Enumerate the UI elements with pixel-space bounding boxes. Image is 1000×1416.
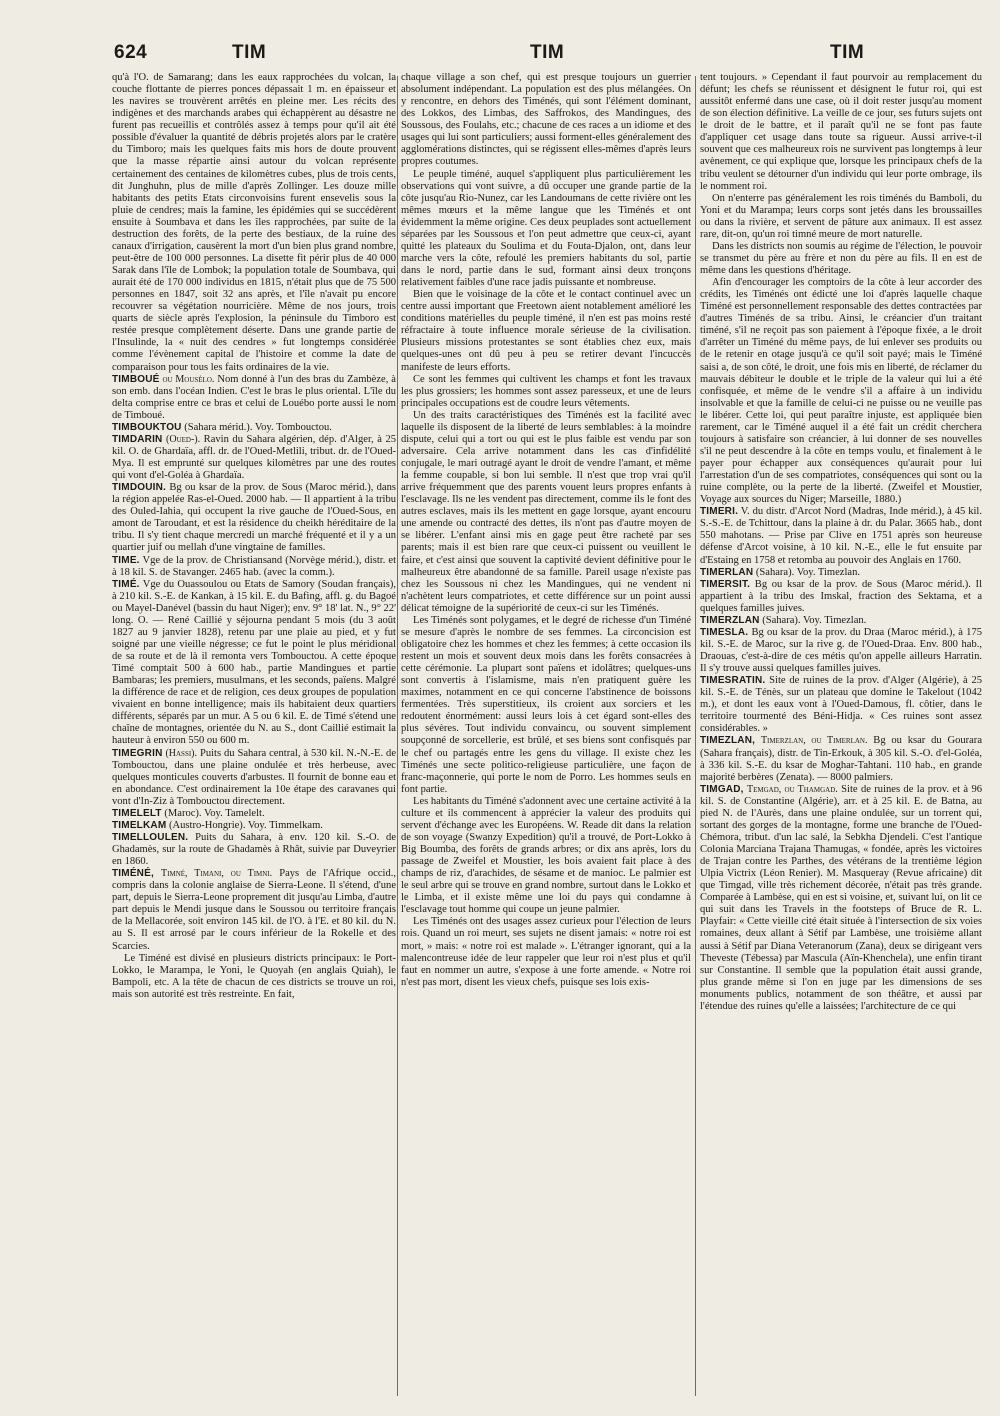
dictionary-entry [700, 615, 982, 627]
dictionary-entry [700, 627, 982, 675]
entry-text: Pays de l'Afrique occid., compris dans la colonie anglaise de Sierra-Leone. Il s'étend, d'une part, depuis le Sierra-Leone proprement dit jusqu'au Limba, d'autre part depuis le Mendi jusque dans le Soussou ou territoire français de la Mellacorée, soit environ 145 kil. de l'O. à l'E. et 80 kil. du N. au S. Il est arrosé par le cours inférieur de la Rokelle et des Scarcies. [112, 868, 396, 952]
dictionary-entry [112, 868, 396, 952]
body-paragraph: Bien que le voisinage de la côte et le contact continuel avec un centre aussi important que Freetown aient notablement amélioré les conditions matérielles du peuple timéné, il n'en est pas moins resté réfractaire à toute influence morale sérieuse de la civilisation. Plusieurs missions protestantes se sont établies chez eux, mais quelques-unes ont dû peu à peu se retirer devant l'incuccès manifeste de leurs efforts. [401, 289, 691, 373]
entry-headword: TIMÉNÉ, [112, 868, 154, 880]
entry-variant-names: (Hassi). [165, 747, 198, 759]
entry-text: Bg ou ksar de la prov. du Draa (Maroc mérid.), à 175 kil. S.-E. de Maroc, sur la rive g. de l'Oued-Draa. Env. 800 hab., Draouas, c'est-à-dire de ces métis qu'on appelle ailleurs Harratin. Il s'y trouve aussi quelques familles juives. [700, 626, 982, 675]
running-head-left: TIM [232, 42, 267, 63]
entry-headword: TIMERZLAN [700, 614, 760, 626]
dictionary-entry [112, 422, 396, 434]
body-paragraph: Ce sont les femmes qui cultivent les champs et font les travaux les plus grossiers; les hommes sont assez paresseux, et une de leurs principales occupations est de coudre leurs vêtements. [401, 373, 691, 409]
text-column-left [112, 72, 396, 1402]
entry-text: (Sahara). Voy. Timezlan. [759, 614, 867, 626]
dictionary-entry [112, 832, 396, 868]
body-paragraph: Dans les districts non soumis au régime de l'élection, le pouvoir se transmet du père au frère et non du père au fils. Il en est de même dans les questions d'héritage. [700, 240, 982, 276]
dictionary-entry [700, 675, 982, 735]
text-column-right [700, 72, 982, 1402]
dictionary-entry [112, 374, 396, 422]
page-number: 624 [114, 42, 148, 63]
dictionary-entry [112, 820, 396, 832]
entry-variant-names: Timerzlan, ou Timerlan. [760, 735, 868, 747]
entry-text: Bg ou ksar du Gourara (Sahara français), distr. de Tin-Erkouk, à 305 kil. S.-O. d'el-Goléa, à 336 kil. S.-E. du ksar de Moghar-Tahtani. 110 hab., en grande majorité berbères (Zenata). — 8000 palmiers. [700, 735, 982, 783]
entry-headword: TIMEGRIN [112, 747, 163, 759]
dictionary-entry [112, 555, 396, 579]
entry-text: Site de ruines de la prov. et à 96 kil. S. de Constantine (Algérie), arr. et à 25 kil. E. de Batna, au pied N. de l'Aurès, dans une plaine ondulée, sur un torrent qui, sortant des gorges de la montagne, forme une branche de l'Oued-Chémora, tribut. d'un lac salé, la Sebkha Djendeli. C'est l'antique Colonia Marciana Trajana Thamugas, « fondée, après les victoires de Trajan contre les Parthes, des vétérans de la trentième légion Ulpia Victrix (Léon Renier). M. Masqueray (Revue africaine) dit que Timgad, ville très richement décorée, n'était pas très grande. Comparée à Lambèse, qui en est si voisine, et, suivant lui, on lit ce qui suit dans les Travels in the footsteps of Bruce de R. L. Playfair: « Cette vieille cité était située à l'intersection de six voies romaines, deux allant à Sétif par Lambèse, une troisième allant aussi à Sétif par Diana Veteranorum (Zana), deux se dirigeant vers Theveste (Tébessa) par Mascula (Aïn-Khenchela), une enfin tirant sur Constantine. Il semble que la population était aussi grande, plus grande même si l'on en juge par les dimensions de ses monuments publics, notamment de son théâtre, et aussi par l'étendue des ruines qu'elle a laissées; l'architecture de ce qui [700, 783, 982, 1012]
body-paragraph: tent toujours. » Cependant il faut pourvoir au remplacement du défunt; les chefs se réunissent et désignent le futur roi, qui est aussitôt enfermé dans une case, où il doit rester jusqu'au moment de son élection définitive. La veille de ce jour, ses futurs sujets ont le droit de le battre, et il paraît qu'il ne se font pas faute d'appliquer cet usage dans toute sa rigueur. Aussi arrive-t-il souvent que ces malheureux rois ne survivent pas longtemps à leur avènement, ce qui explique que, lorsque les principaux chefs de la tribu veulent se détourner d'un individu qui leur porte ombrage, ils le nomment roi. [700, 72, 982, 192]
entry-headword: TIMELKAM [112, 819, 167, 831]
dictionary-entry [700, 784, 982, 1013]
dictionary-entry [112, 579, 396, 748]
running-head-right: TIM [830, 42, 865, 63]
entry-variant-names: ou Mousélo. [162, 373, 215, 385]
dictionary-entry [112, 748, 396, 808]
column-divider [695, 76, 696, 1396]
entry-headword: TIMESLA. [700, 626, 749, 638]
body-paragraph: Les Timénés ont des usages assez curieux pour l'élection de leurs rois. Quand un roi meurt, ses sujets ne disent jamais: « notre roi est mort, » mais: « notre roi est malade ». L'étranger ignorant, qui a la malencontreuse idée de leur rappeler que leur roi n'est plus et qu'il faut en nommer un autre, s'expose à une forte amende. « Notre roi n'est pas mort, disent les vieux chefs, puisque ses lois exis- [401, 916, 691, 988]
entry-text: Puits du Sahara central, à 530 kil. N.-N.-E. de Tombouctou, dans une plaine ondulée et très herbeuse, avec quelques monticules couverts d'arbustes. Il fournit de bonne eau et en abondance. C'est ordinairement la 10e étape des caravanes qui vont d'In-Ziz à Tombouctou directement. [112, 747, 396, 807]
body-paragraph: Le Timéné est divisé en plusieurs districts principaux: le Port-Lokko, le Marampa, le Yoni, le Quoyah (en anglais Quiah), le Bampoli, etc. A la tête de chacun de ces districts se trouve un roi, mais son autorité est très restreinte. En fait, [112, 952, 396, 1000]
entry-text: Site de ruines de la prov. d'Alger (Algérie), à 25 kil. S.-E. de Ténès, sur un plateau que domine le Takelout (1042 m.), et dont les eaux vont à l'Oued-Damous, fl. côtier, dans le territoire tourmenté des Béni-Hidja. « Ces ruines sont assez considérables. » [700, 675, 982, 735]
entry-text: (Sahara). Voy. Timezlan. [753, 566, 860, 578]
entry-text: (Maroc). Voy. Tamelelt. [161, 807, 265, 819]
text-column-middle [401, 72, 691, 1402]
entry-text: Puits du Sahara, à env. 120 kil. S.-O. de Ghadamès, sur la route de Ghadamès à Rhât, suivie par Duveyrier en 1860. [112, 831, 396, 868]
dictionary-entry [700, 579, 982, 615]
entry-text: Nom donné à l'un des bras du Zambèze, à son emb. dans l'océan Indien. C'est le bras le plus oriental. L'île du delta comprise entre ce bras et celui de Louébo porte aussi le nom de Timboué. [112, 373, 396, 421]
entry-variant-names: Temgad, ou Thamgad. [747, 783, 838, 795]
running-head-center: TIM [530, 42, 565, 63]
entry-headword: TIMELELT [112, 807, 162, 819]
entry-headword: TIMDARIN [112, 433, 163, 445]
entry-text: Vge de la prov. de Christiansand (Norvège mérid.), distr. et à 18 kil. S. de Stavanger. 2465 hab. (avec la comm.). [112, 554, 396, 578]
entry-variant-names: (Oued-). [166, 433, 201, 445]
entry-headword: TIME. [112, 554, 140, 566]
entry-text: (Sahara mérid.). Voy. Tombouctou. [181, 421, 332, 433]
dictionary-entry [700, 567, 982, 579]
entry-headword: TIMESRATIN. [700, 675, 766, 687]
body-paragraph: On n'enterre pas généralement les rois timénés du Bamboli, du Yoni et du Marampa; leurs corps sont jetés dans les broussailles ou dans la rivière, et servent de pâture aux animaux. Il est assez rare, dit-on, qu'un roi timné meure de mort naturelle. [700, 192, 982, 240]
entry-text: Ravin du Sahara algérien, dép. d'Alger, à 25 kil. O. de Ghardaïa, affl. dr. de l'Oued-Metlili, tribut. dr. de l'Oued-Mya. Il est emprunté sur quelques kilomètres par une des routes qui vont d'el-Goléa à Ghardaïa. [112, 433, 396, 482]
body-paragraph: Les Timénés sont polygames, et le degré de richesse d'un Timéné se mesure d'après le nombre de ses femmes. La circoncision est obligatoire chez les hommes et chez les femmes; à cette occasion ils restent un mois et souvent deux mois dans les forêts consacrées à cette cérémonie. La plupart sont païens et idolâtres; quelques-uns sont convertis à l'islamisme, mais n'en pratiquent guère les maximes, notamment en ce qui concerne l'abstinence de boissons fermentées. Très superstitieux, ils croient aux sorciers et les redoutent énormément: aussi leurs lois à cet égard sont-elles des plus sévères. Tout individu convaincu, ou souvent simplement soupçonné de sorcellerie, est brûlé, et ses biens sont confisqués par le chef ou partagés entre les gens du village. Il existe chez les Timénés une secte politico-religieuse particulière, une façon de franc-maçonnerie, qui porte le nom de Porro. Les hommes seuls en font partie. [401, 614, 691, 795]
body-paragraph: Un des traits caractéristiques des Timénés est la facilité avec laquelle ils disposent de la liberté de leurs semblables: à la moindre dispute, celui qui a tort ou qui est le plus faible est vendu par son adversaire. Cela arrive notamment dans les cas d'infidélité conjugale, le mari outragé ayant le droit de vendre l'amant, et même la femme coupable, si bon lui semble. Il n'est que trop vrai qu'il arrive fréquemment que des parents vouent leurs propres enfants à l'esclavage. Ils ne les vendent pas directement, comme ils le font des autres esclaves, mais ils les mettent en gage lorsque, ayant encouru une amende ou contracté des dettes, ils n'ont pas d'autre moyen de se libérer. L'enfant ainsi mis en gage peut être racheté par ses parents; mais il est bien rare que ceux-ci puissent ou veuillent le faire, et c'est ainsi que souvent la captivité devient définitive pour le malheureux être abandonné de sa famille. Pareil usage n'existe pas chez les Soussous ni chez les Mandingues, qui ne vendent ni n'achètent leurs compatriotes, et cette différence sur un point aussi délicat témoigne de la supériorité de ceux-ci sur les Timénés. [401, 409, 691, 614]
entry-headword: TIMEZLAN, [700, 735, 756, 747]
entry-headword: TIMBOUKTOU [112, 421, 182, 433]
dictionary-entry [112, 434, 396, 482]
body-paragraph: qu'à l'O. de Samarang; dans les eaux rapprochées du volcan, la couche flottante de pierres ponces dépassait 1 m. en épaisseur et les navires se trouvèrent arrêtés en pleine mer. Les récits des indigènes et des marchands arabes qui échappèrent au désastre ne furent pas recueillis et contrôlés assez à temps pour qu'il ait été possible d'évaluer la quantité de débris projetés alors par le cratère du Timboro; mais les quelques faits mis hors de doute prouvent que la masse répartie ainsi autour du volcan représente certainement des centaines de kilomètres cubes, plus de trois cents, dit Junghuhn, plus de mille d'après Zollinger. Les douze mille habitants des petits Etats circonvoisins furent ensevelis sous la pluie de cendres; mais la famine, les épidémies qui se succédèrent ensuite à Soumbava et dans les îles rapprochées, par suite de la destruction des forêts, de la perte des bestiaux, de la ruine des canaux d'irrigation, causèrent la mort d'un bien plus grand nombre, peut-être de 100 000 personnes. La disette fit périr plus de 40 000 Sarak dans l'île de Lombok; la population totale de Soumbava, qui aurait été de 170 000 individus en 1815, n'était plus que de 75 500 personnes en 1847, soit 32 ans après, et l'île n'avait pu encore recouvrer sa végétation nourricière. Même de nos jours, trois quarts de siècle après l'explosion, la péninsule du Timboro est restée presque complètement déserte. Dans une grande partie de l'Insulinde, la « nuit des cendres » fut longtemps considérée comme l'évènement capital de l'histoire et comme la date de comparaison pour tous les faits ordinaires de la vie. [112, 72, 396, 373]
entry-headword: TIMERSIT. [700, 578, 751, 590]
entry-text: Vge du Ouassoulou ou Etats de Samory (Soudan français), à 210 kil. S.-E. de Kankan, à 15 kil. E. du Bafing, affl. g. du Bagoé ou Mayel-Danével (bassin du haut Niger); env. 9° 18' lat. N., 9° 22' long. O. — René Caillié y séjourna pendant 5 mois (du 3 août 1827 au 9 janvier 1828), retenu par une plaie au pied, et y fut soigné par une vieille négresse; ce fut le point le plus méridional de sa route et de là il remonta vers Tombouctou. A cette époque Timé comptait 500 à 600 hab., partie Mandingues et partie Bambaras; les premiers, musulmans, et les seconds, païens. Malgré la différence de race et de religion, ces deux groupes de population vivaient en bonne intelligence; mais ils habitaient deux quartiers différents, séparés par un mur. A 5 ou 6 kil. E. de Timé s'étend une chaîne de montagnes, orientée du N. au S., dont Caillié estimait la hauteur à environ 550 ou 600 m. [112, 578, 396, 747]
entry-text: Bg ou ksar de la prov. de Sous (Maroc mérid.), dans la région appelée Ras-el-Oued. 2000 hab. — Il appartient à la tribu des Ouled-Iahia, qui occupent la rive gauche de l'Oued-Sous, en amont de Taroudant, et est la résidence du cheikh héréditaire de la tribu. Il s'y tient chaque mercredi un marché fréquenté et il y a un quartier juif ou mellah d'une vingtaine de familles. [112, 482, 396, 554]
entry-text: Bg ou ksar de la prov. de Sous (Maroc mérid.). Il appartient à la tribu des Imskal, fraction des Sektama, et a quelques familles juives. [700, 578, 982, 614]
entry-headword: TIMBOUÉ [112, 373, 160, 385]
entry-headword: TIMERLAN [700, 566, 754, 578]
body-paragraph: Afin d'encourager les comptoirs de la côte à leur accorder des crédits, les Timénés ont édicté une loi d'après laquelle chaque Timéné est personnellement responsable des dettes contractées par d'autres Timénés de sa tribu. Ainsi, le créancier d'un traitant timéné, s'il ne reçoit pas son paiement à l'époque fixée, a le droit d'arrêter un Timéné du même pays, de lui enlever ses produits ou de le retenir en otage jusqu'à ce qu'il soit payé; mais le Timéné saisi a, de son côté, le droit, une fois mis en liberté, de réclamer du mauvais débiteur le double et le triple de la valeur qui lui a été confisquée, et même de le vendre s'il a affaire à un individu insolvable et que la famille de celui-ci ne puisse ou ne veuille pas le libérer. Cette loi, qui peut paraître injuste, est appliquée bien rarement, car le Timéné auquel il a été fait un crédit cherchera toujours à satisfaire son créancier, à lui donner de ses nouvelles s'il ne peut descendre à la côte en temps voulu, et finalement à le payer pour échapper aux conséquences qu'aurait pour lui l'arrestation d'un de ses compatriotes, conséquences qui sont ou la ruine complète, ou la perte de la liberté. (Zweifel et Moustier, Voyage aux sources du Niger; Marseille, 1880.) [700, 277, 982, 506]
entry-headword: TIMGAD, [700, 783, 744, 795]
dictionary-entry [112, 482, 396, 554]
dictionary-entry [112, 808, 396, 820]
body-paragraph: chaque village a son chef, qui est presque toujours un guerrier absolument indépendant. La population est des plus mélangées. On y rencontre, en dehors des Timénés, qui sont l'élément dominant, des Lokkos, des Limbas, des Saffrokos, des Mandingues, des Soussous, des Foulahs, etc.; chacune de ces races a un idiome et des usages qui lui sont particuliers; aussi forment-elles généralement des agglomérations distinctes, qui se régissent elles-mêmes d'après leurs propres coutumes. [401, 72, 691, 168]
entry-headword: TIMELLOULEN. [112, 831, 189, 843]
entry-variant-names: Timné, Timani, ou Timni. [161, 868, 273, 880]
dictionary-entry [700, 506, 982, 566]
entry-text: V. du distr. d'Arcot Nord (Madras, Inde mérid.), à 45 kil. S.-S.-E. de Tchittour, dans la plaine à dr. du Palar. 3665 hab., dont 550 mahotans. — Prise par Clive en 1751 après son heureuse défense d'Arcot voisine, à 10 kil. N.-E., elle le fut ensuite par d'Estaing en 1758 et retomba au pouvoir des Anglais en 1760. [700, 506, 982, 566]
column-divider [397, 76, 398, 1396]
body-paragraph: Le peuple timéné, auquel s'appliquent plus particulièrement les observations qui vont suivre, a dû occuper une grande partie de la côte jusqu'au Rio-Nunez, car les Landoumans de cette rivière ont les mêmes mœurs et la même langue que les Timénés et ont évidemment la même origine. Ces deux peuplades sont actuellement séparées par les Soussous et l'on peut admettre que ceux-ci, ayant quitté les plateaux du Soulima et du Fouta-Djalon, ont, dans leur marche vers la côte, refoulé les premiers habitants du sol, partie dans le nord, partie dans le sud, formant ainsi deux tronçons relativement faibles d'une race jadis puissante et nombreuse. [401, 168, 691, 289]
entry-text: (Austro-Hongrie). Voy. Timmelkam. [166, 819, 323, 831]
entry-headword: TIMÉ. [112, 578, 140, 590]
dictionary-entry [700, 735, 982, 783]
body-paragraph: Les habitants du Timéné s'adonnent avec une certaine activité à la culture et ils commencent à apprécier la valeur des produits qui servent d'échange avec les Européens. W. Reade dit dans la relation de son voyage (Swanzy Expedition) qu'il a trouvé, de Port-Lokko à Big Boumba, des forêts de grands arbres; or dix ans après, lors du passage de Zweifel et Moustier, les bois avaient fait place à des champs de riz, d'arachides, de sésame et de manioc. Le palmier est le seul arbre qui se trouve en grand nombre, surtout dans le Lokko et le Limba, et il existe même une loi du pays qui condamne à l'esclavage tout homme qui coupe un jeune palmier. [401, 795, 691, 916]
entry-headword: TIMDOUIN. [112, 482, 167, 494]
entry-headword: TIMERI. [700, 506, 739, 518]
